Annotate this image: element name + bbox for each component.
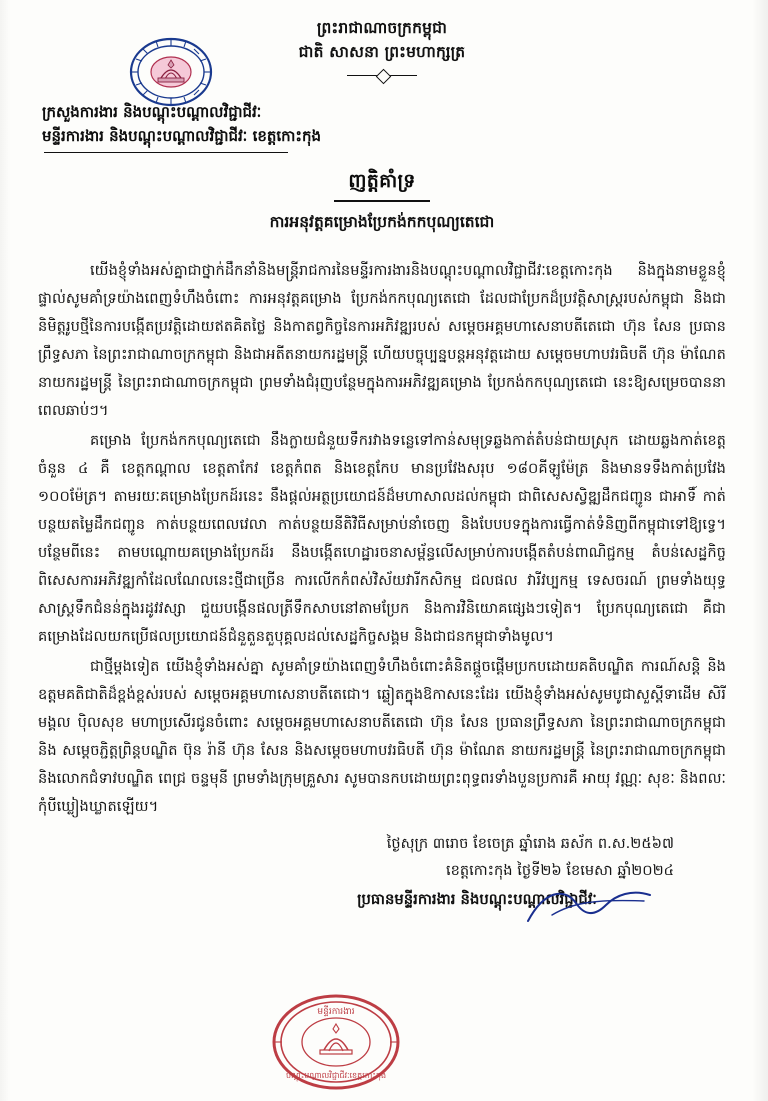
paragraph-3-text: ជាថ្មីម្ដងទៀត យើងខ្ញុំទាំងអស់គ្នា សូមគាំទ្រយ៉ាងពេញទំហឹងចំពោះគំនិតផ្ដួចផ្ដើមប្រកបដោយគតិបណ្ឌិត ការណ៍សន្ដិ និងឧត្តមគតិជាតិដ៏ខ្ពង់ខ្ពស់របស់ សម្ដេចអគ្គមហាសេនាបតីតេជោ។ ឆ្លៀតក្នុងឱកាសនេះដែរ យើងខ្ញុំទាំងអស់សូមបូជាសួស្ដីទាដើម សិរីមង្គល បុិលសុខ មហាប្រសើរជូនចំពោះ សម្ដេចអគ្គមហាសេនាបតីតេជោ ហ៊ុន សែន ប្រធានព្រឹទ្ធសភា នៃព្រះរាជាណាចក្រកម្ពុជា និង សម្ដេចភ្ជិត្តព្រិន្តបណ្ឌិត ប៊ុន រ៉ានី ហ៊ុន សែន និងសម្ដេចមហាបវរធិបតី ហ៊ុន ម៉ាណែត នាយករដ្ឋមន្ត្រី នៃព្រះរាជាណាចក្រកម្ពុជា និងលោកជំទាវបណ្ឌិត ពេជ្រ ចន្ទមុនី ព្រមទាំងក្រុមគ្រួសារ សូមបានកបដោយព្រះពុទ្ធពរទាំងបួនប្រការគឺ អាយុ វណ្ណៈ សុខៈ និងពលៈ កុំបីឃ្លៀងឃ្លាតឡើយ។: [38, 657, 726, 815]
document-body: [38, 257, 726, 821]
page-edge-shadow-right: [752, 0, 768, 1101]
page-title: ញត្តិគាំទ្រ: [348, 170, 416, 193]
title-underline: [334, 200, 430, 202]
paragraph-1: [38, 257, 726, 425]
date-block: [38, 831, 726, 885]
seal-top-text: មន្ទីរការងារ: [317, 1007, 355, 1017]
ministry-line-1: ក្រសួងការងារ និងបណ្ដុះបណ្ដាលវិជ្ជាជីវៈ: [42, 103, 262, 122]
page-edge-shadow-left: [0, 0, 10, 1101]
kingdom-line-1: ព្រះរាជាណាចក្រកម្ពុជា: [316, 19, 448, 37]
seal-bottom-text: បណ្ដុះបណ្ដាលវិជ្ជាជីវៈខេត្តកោះកុង: [285, 1071, 387, 1080]
signature-block: [38, 891, 726, 912]
ministry-line-2: មន្ទីរការងារ និងបណ្ដុះបណ្ដាលវិជ្ជាជីវៈ ខេត្តកោះកុង: [42, 127, 322, 146]
kingdom-line-2: ជាតិ សាសនា ព្រះមហាក្សត្រ: [298, 43, 466, 62]
royal-emblem-icon: [128, 34, 214, 110]
paragraph-3: [38, 653, 726, 821]
paragraph-2: [38, 427, 726, 651]
signature-title: ប្រធានមន្ទីរការងារ និងបណ្ដុះបណ្ដាលវិជ្ជាជីវៈ: [357, 890, 597, 908]
official-seal-icon: [262, 990, 410, 1094]
page-subtitle: ការអនុវត្តគម្រោងប្រែកង់កកបុណ្យតេជោ: [269, 212, 495, 231]
handwritten-signature-icon: [524, 881, 654, 927]
paragraph-1-text: យើងខ្ញុំទាំងអស់គ្នាជាថ្នាក់ដឹកនាំនិងមន្ត្រីរាជការនៃមន្ទីរការងារនិងបណ្ដុះបណ្ដាលវិជ្ជាជីវៈខេត្តកោះកុង និងក្នុងនាមខ្លួនខ្ញុំផ្ទាល់សូមគាំទ្រយ៉ាងពេញទំហឹងចំពោះ ការអនុវត្តគម្រោង ប្រែកង់កកបុណ្យតេជោ ដែលជាប្រែកដ៏ប្រវត្តិសាស្ត្ររបស់កម្ពុជា និងជានិមិត្តរូបថ្មីនៃការបង្កើតប្រវត្តិដោយឥតគិតថ្លៃ និងកាតព្វកិច្ចនៃការអភិវឌ្ឍរបស់ សម្ដេចអគ្គមហាសេនាបតីតេជោ ហ៊ុន សែន ប្រធានព្រឹទ្ធសភា នៃព្រះរាជាណាចក្រកម្ពុជា និងជាអតីតនាយករដ្ឋមន្ត្រី ហើយបច្ចុប្បន្នបន្តអនុវត្តដោយ សម្ដេចមហាបវរធិបតី ហ៊ុន ម៉ាណែត នាយករដ្ឋមន្ត្រី នៃព្រះរាជាណាចក្រកម្ពុជា ព្រមទាំងជំរុញបន្ថែមក្នុងការអភិវឌ្ឍគម្រោង ប្រែកង់កកបុណ្យតេជោ នេះឱ្យសម្រេចបាននាពេលឆាប់ៗ។: [38, 261, 726, 419]
ministry-underline: [44, 152, 288, 153]
paragraph-2-text: គម្រោង ប្រែកង់កកបុណ្យតេជោ នឹងក្លាយជំនួយទឹករវាងទន្លេទៅកាន់សមុទ្រឆ្លងកាត់តំបន់ជាយស្រុក ដោយឆ្លងកាត់ខេត្តចំនួន ៤ គឺ ខេត្តកណ្ដាល ខេត្តតាកែវ ខេត្តកំពត និងខេត្តកែប មានប្រវែងសរុប ១៨០គីឡូម៉ែត្រ និងមានទទឹងកាត់ប្រវែង ១០០ម៉ែត្រ។ តាមរយៈគម្រោងប្រែកដ៍រនេះ នឹងផ្ដល់អត្ថប្រយោជន៍ដ៏មហាសាលដល់កម្ពុជា ជាពិសេសសិ្វឌ្ឍដឹកជញ្ជូន ជាអាទិ៍ កាត់បន្ថយតម្លៃដឹកជញ្ជូន កាត់បន្ថយពេលវេលា កាត់បន្ថយនីតិវិធីសម្រាប់នាំចេញ និងបែបបទក្នុងការធ្វើកាត់ទំនិញពីកម្ពុជាទៅឱ្យទ្វេ។ បន្ថែមពីនេះ តាមបណ្ដោយគម្រោងប្រែកដ៍រ នឹងបង្កើតហេដ្ឋារចនាសម្ព័ន្ធលើសម្រាប់ការបង្កើតតំបន់ពាណិជ្ជកម្ម តំបន់សេដ្ឋកិច្ច ពិសេសការអភិវឌ្ឍកាំដែលណែលនេះថ្មីជាច្រើន ការលើកកំពស់វិស័យវារីកសិកម្ម ជលផល វារីវប្បកម្ម ទេសចរណ៍ ព្រមទាំងយុទ្ធសាស្ត្រទឹកជំនន់ក្នុងរដូវវស្សា ជួយបង្កើនផលត្រីទឹកសាបនៅតាមប្រែក និងការវិនិយោគផ្សេងៗទៀត។ ប្រែកបុណ្យតេជោ គឺជាគម្រោងដែលយកប្រើផលប្រយោជន៍ជំនួតួនតួបុគ្គលដល់សេដ្ឋកិច្ចសង្គម និងជាជនកម្ពុជាទាំងមូល។: [38, 431, 726, 645]
date-lunar: ថ្ងៃសុក្រ ៣រោច ខែចេត្រ ឆ្នាំរោង ឆស័ក ព.ស.២៥៦៧: [386, 834, 674, 852]
date-gregorian: ខេត្តកោះកុង ថ្ងៃទី២៦ ខែមេសា ឆ្នាំ២០២៤: [445, 861, 674, 879]
ornament-divider-icon: [347, 70, 417, 82]
